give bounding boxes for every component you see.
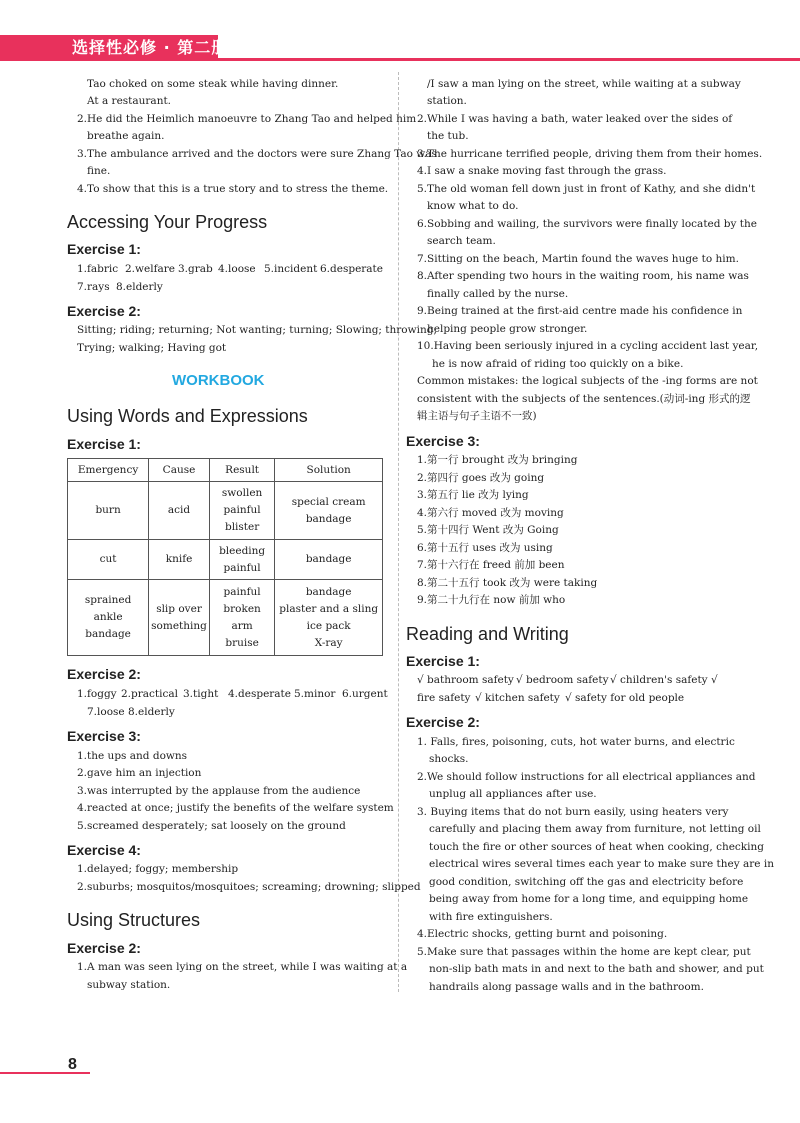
- answer-line: 3.was interrupted by the applause from the audience: [77, 785, 361, 797]
- answer-line: 5.Make sure that passages within the home are kept clear, put: [417, 946, 751, 958]
- answer-line: he is now afraid of riding too quickly on a bike.: [432, 358, 684, 370]
- table-header: Result: [209, 459, 274, 482]
- answer-line: 9.Being trained at the first-aid centre made his confidence in: [417, 305, 743, 317]
- answer-line: with fire extinguishers.: [429, 911, 553, 923]
- table-cell: painful broken arm bruise: [209, 580, 274, 656]
- answer-item: √ kitchen safety: [475, 692, 560, 704]
- table-cell: burn: [68, 482, 149, 540]
- answer-line: shocks.: [429, 753, 469, 765]
- answer-line: 8.After spending two hours in the waiting room, his name was: [417, 270, 749, 282]
- table-cell: swollen painful blister: [209, 482, 274, 540]
- table-cell: cut: [68, 540, 149, 580]
- exercise-title: Exercise 2:: [67, 303, 141, 319]
- exercise-title: Exercise 4:: [67, 842, 141, 858]
- answer-line: 1.A man was seen lying on the street, while I was waiting at a: [77, 961, 408, 973]
- table-row: [68, 540, 383, 580]
- answer-item: 2.welfare: [125, 263, 175, 275]
- table-cell: sprained ankle bandage: [68, 580, 149, 656]
- answer-line: consistent with the subjects of the sentences.(动词-ing 形式的逻: [417, 393, 751, 405]
- section-title-reading-writing: Reading and Writing: [406, 624, 569, 644]
- answer-line: 1. Falls, fires, poisoning, cuts, hot water burns, and electric: [417, 736, 735, 748]
- answer-item: fire safety: [417, 692, 471, 704]
- answer-line: 2.We should follow instructions for all electrical appliances and: [417, 771, 756, 783]
- answer-item: 3.tight: [183, 688, 219, 700]
- answer-line: 5.The old woman fell down just in front of Kathy, and she didn't: [417, 183, 756, 195]
- answer-line: Sitting; riding; returning; Not wanting; turning; Slowing; throwing;: [77, 324, 437, 336]
- answer-line: good condition, switching off the gas and electricity before: [429, 876, 744, 888]
- answer-line: 4.第六行 moved 改为 moving: [417, 507, 564, 519]
- answer-line: Common mistakes: the logical subjects of the -ing forms are not: [417, 375, 758, 387]
- section-title-words: Using Words and Expressions: [67, 406, 308, 426]
- emergency-table: [67, 458, 383, 656]
- section-title-accessing: Accessing Your Progress: [67, 212, 268, 232]
- answer-line: carefully and placing them away from furniture, not letting oil: [429, 823, 761, 835]
- answer-line: 1.delayed; foggy; membership: [77, 863, 239, 875]
- answer-line: unplug all appliances after use.: [429, 788, 597, 800]
- answer-line: finally called by the nurse.: [427, 288, 569, 300]
- answer-line: 2.gave him an injection: [77, 767, 202, 779]
- answer-line: 辑主语与句子主语不一致): [417, 410, 537, 422]
- table-header: Emergency: [68, 459, 149, 482]
- intro-line: 4.To show that this is a true story and to stress the theme.: [77, 183, 389, 195]
- answer-line: 2.第四行 goes 改为 going: [417, 472, 545, 484]
- answer-line: non-slip bath mats in and next to the bath and shower, and put: [429, 963, 764, 975]
- section-title-structures: Using Structures: [67, 910, 201, 930]
- answer-line: search team.: [427, 235, 496, 247]
- answer-line: 7.Sitting on the beach, Martin found the waves huge to him.: [417, 253, 739, 265]
- answer-line: know what to do.: [427, 200, 519, 212]
- answer-line: 4.I saw a snake moving fast through the grass.: [417, 165, 667, 177]
- intro-line: 3.The ambulance arrived and the doctors were sure Zhang Tao was: [77, 148, 437, 160]
- exercise-title: Exercise 1:: [67, 241, 141, 257]
- answer-line: station.: [427, 95, 467, 107]
- intro-line: 2.He did the Heimlich manoeuvre to Zhang Tao and helped him: [77, 113, 417, 125]
- answer-item: 7.rays: [77, 281, 110, 293]
- answer-item: √ children's safety: [610, 674, 708, 686]
- table-header-row: [68, 459, 383, 482]
- answer-line: subway station.: [87, 979, 171, 991]
- exercise-title: Exercise 2:: [406, 714, 480, 730]
- answer-line: 10.Having been seriously injured in a cycling accident last year,: [417, 340, 759, 352]
- answer-line: Trying; walking; Having got: [77, 342, 227, 354]
- table-cell: bleeding painful: [209, 540, 274, 580]
- answer-line: helping people grow stronger.: [427, 323, 588, 335]
- answer-item: 6.desperate: [320, 263, 383, 275]
- answer-line: 5.screamed desperately; sat loosely on the ground: [77, 820, 346, 832]
- exercise-title: Exercise 2:: [67, 940, 141, 956]
- answer-item: 4.loose: [218, 263, 256, 275]
- answer-item: √: [711, 674, 718, 686]
- answer-line: 6.第十五行 uses 改为 using: [417, 542, 553, 554]
- answer-line: /I saw a man lying on the street, while waiting at a subway: [427, 78, 741, 90]
- answer-line: 3.第五行 lie 改为 lying: [417, 489, 529, 501]
- answer-line: the tub.: [427, 130, 469, 142]
- answer-item: 4.desperate: [228, 688, 291, 700]
- exercise-title: Exercise 3:: [406, 433, 480, 449]
- answer-line: 2.suburbs; mosquitos/mosquitoes; screaming; drowning; slipped: [77, 881, 421, 893]
- answer-line: handrails along passage walls and in the bathroom.: [429, 981, 704, 993]
- answer-item: 1.fabric: [77, 263, 119, 275]
- exercise-title: Exercise 2:: [67, 666, 141, 682]
- column-divider: [398, 72, 399, 992]
- table-cell: special cream bandage: [275, 482, 383, 540]
- answer-item: 8.elderly: [128, 706, 175, 718]
- answer-line: touch the fire or other sources of heat when cooking, checking: [429, 841, 765, 853]
- answer-line: 4.Electric shocks, getting burnt and poisoning.: [417, 928, 668, 940]
- table-cell: acid: [149, 482, 210, 540]
- answer-line: 6.Sobbing and wailing, the survivors were finally located by the: [417, 218, 757, 230]
- exercise-title: Exercise 1:: [406, 653, 480, 669]
- answer-line: 2.While I was having a bath, water leaked over the sides of: [417, 113, 733, 125]
- table-header: Cause: [149, 459, 210, 482]
- answer-line: 9.第二十九行在 now 前加 who: [417, 594, 566, 606]
- answer-item: 2.practical: [121, 688, 178, 700]
- workbook-label: WORKBOOK: [172, 372, 265, 389]
- answer-item: √ bathroom safety: [417, 674, 514, 686]
- answer-item: 6.urgent: [342, 688, 388, 700]
- intro-line: fine.: [87, 165, 111, 177]
- answer-line: 3. Buying items that do not burn easily, using heaters very: [417, 806, 729, 818]
- table-cell: bandage: [275, 540, 383, 580]
- answer-item: 7.loose: [87, 706, 125, 718]
- answer-line: electrical wires several times each year to make sure they are in: [429, 858, 774, 870]
- answer-line: being away from home for a long time, and equipping home: [429, 893, 749, 905]
- answer-item: 1.foggy: [77, 688, 117, 700]
- answer-item: 3.grab: [178, 263, 213, 275]
- exercise-title: Exercise 1:: [67, 436, 141, 452]
- table-row: [68, 482, 383, 540]
- answer-item: √ bedroom safety: [516, 674, 609, 686]
- answer-item: 5.incident: [264, 263, 318, 275]
- exercise-title: Exercise 3:: [67, 728, 141, 744]
- intro-line: breathe again.: [87, 130, 165, 142]
- answer-line: 1.第一行 brought 改为 bringing: [417, 454, 578, 466]
- answer-line: 8.第二十五行 took 改为 were taking: [417, 577, 598, 589]
- table-cell: knife: [149, 540, 210, 580]
- answer-item: 8.elderly: [116, 281, 163, 293]
- intro-line: Tao choked on some steak while having dinner.: [87, 78, 339, 90]
- header-title: 选择性必修 · 第二册: [72, 38, 229, 57]
- table-cell: bandage plaster and a sling ice pack X-ray: [275, 580, 383, 656]
- table-cell: slip over something: [149, 580, 210, 656]
- answer-item: √ safety for old people: [565, 692, 685, 704]
- answer-item: 5.minor: [294, 688, 336, 700]
- page-number: 8: [68, 1056, 77, 1073]
- answer-line: 5.第十四行 Went 改为 Going: [417, 524, 559, 536]
- answer-line: 3.The hurricane terrified people, driving them from their homes.: [417, 148, 763, 160]
- table-row: [68, 580, 383, 656]
- answer-line: 4.reacted at once; justify the benefits of the welfare system: [77, 802, 394, 814]
- answer-line: 1.the ups and downs: [77, 750, 188, 762]
- answer-line: 7.第十六行在 freed 前加 been: [417, 559, 565, 571]
- intro-line: At a restaurant.: [87, 95, 172, 107]
- table-header: Solution: [275, 459, 383, 482]
